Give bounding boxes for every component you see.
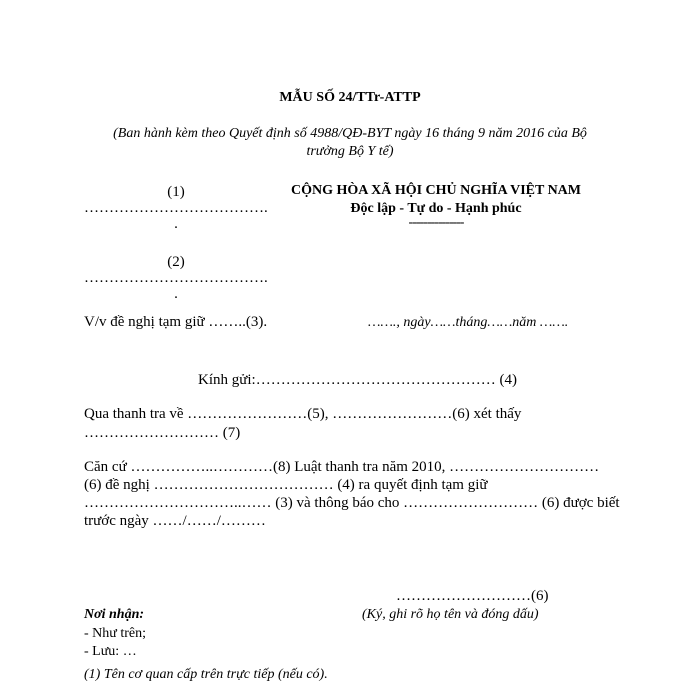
recipient-line: Kính gửi:………………………………………… (4) — [198, 372, 517, 388]
footnote-1: (1) Tên cơ quan cấp trên trực tiếp (nếu có). — [84, 667, 328, 682]
signature-dots: ………………………(6) — [396, 588, 549, 604]
agency-parent-dot: . — [174, 216, 178, 232]
signature-instruction: (Ký, ghi rõ họ tên và đóng dấu) — [362, 607, 539, 622]
inspection-paragraph-line-2: ……………………… (7) — [84, 425, 241, 441]
agency-dot: . — [174, 286, 178, 302]
recipients-item-as-above: - Như trên; — [84, 626, 147, 641]
agency-parent-label: (1) — [167, 184, 185, 200]
national-motto: Độc lập - Tự do - Hạnh phúc — [350, 201, 522, 216]
inspection-paragraph-line-1: Qua thanh tra về ……………………(5), ……………………(6) xét thấy — [84, 406, 522, 422]
agency-label: (2) — [167, 254, 185, 270]
basis-paragraph-line-2: (6) đề nghị ……………………………… (4) ra quyết định tạm giữ — [84, 477, 488, 493]
basis-paragraph-line-4: trước ngày ……/……/……… — [84, 513, 266, 529]
basis-paragraph-line-1: Căn cứ ……………..…………(8) Luật thanh tra năm 2010, ………………………… — [84, 459, 600, 475]
subject-line: V/v đề nghị tạm giữ ……..(3). — [84, 314, 268, 330]
agency-dots: ………………………………. — [84, 270, 268, 286]
agency-parent-dots: ………………………………. — [84, 200, 268, 216]
motto-underline: --------------- — [408, 215, 464, 230]
issued-by-line-1: (Ban hành kèm theo Quyết định số 4988/QĐ-BYT ngày 16 tháng 9 năm 2016 của Bộ — [113, 126, 587, 141]
basis-paragraph-line-3: …………………………..…… (3) và thông báo cho ……………………… (6) được biết — [84, 495, 620, 511]
place-date-line: ……., ngày……tháng……năm ……. — [368, 315, 569, 330]
form-number-title: MẪU SỐ 24/TTr-ATTP — [279, 90, 421, 105]
issued-by-line-2: trưởng Bộ Y tế) — [306, 144, 394, 159]
country-name: CỘNG HÒA XÃ HỘI CHỦ NGHĨA VIỆT NAM — [290, 183, 581, 198]
recipients-heading: Nơi nhận: — [84, 607, 145, 622]
recipients-item-archive: - Lưu: … — [84, 644, 137, 659]
